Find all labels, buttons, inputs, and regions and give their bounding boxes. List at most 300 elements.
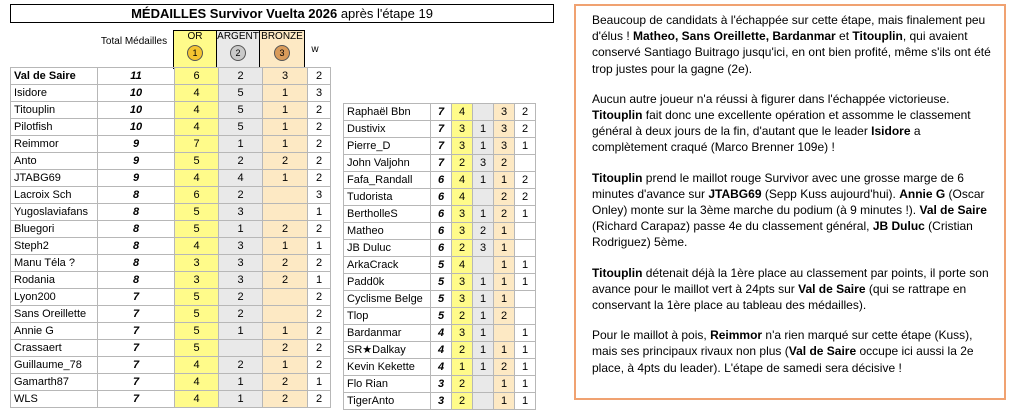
commentary-highlight: Titouplin (592, 170, 643, 185)
table-row (344, 308, 536, 325)
table-row (11, 85, 331, 102)
cell-w (515, 223, 536, 240)
cell-name: Titouplin (11, 102, 98, 119)
commentary-highlight: Reimmor (710, 328, 763, 343)
cell-argent: 1 (219, 136, 263, 153)
cell-w: 3 (308, 85, 331, 102)
table-row (344, 325, 536, 342)
cell-w: 2 (515, 172, 536, 189)
cell-total: 7 (431, 104, 452, 121)
commentary-text: fait donc une excellente opération et assomme le classement général à deux jours de la fin, d'autant que le leader (592, 108, 971, 139)
cell-total: 6 (431, 240, 452, 257)
cell-bronze: 1 (263, 323, 308, 340)
cell-argent (219, 340, 263, 357)
cell-total: 7 (431, 138, 452, 155)
cell-total: 8 (98, 204, 175, 221)
commentary-highlight: Titouplin (592, 108, 643, 123)
cell-or: 4 (452, 257, 473, 274)
cell-name: Anto (11, 153, 98, 170)
commentary-text: Pour le maillot à pois, (592, 328, 711, 343)
table-row (344, 274, 536, 291)
cell-argent: 1 (219, 374, 263, 391)
cell-total: 7 (98, 323, 175, 340)
table-row (11, 221, 331, 238)
cell-name: Fafa_Randall (344, 172, 431, 189)
cell-w: 1 (515, 257, 536, 274)
cell-name: Pierre_D (344, 138, 431, 155)
table-row (11, 68, 331, 85)
cell-name: Bardanmar (344, 325, 431, 342)
cell-or: 3 (175, 255, 219, 272)
cell-w: 1 (515, 342, 536, 359)
silver-medal-icon: 2 (230, 45, 246, 61)
table-row (11, 391, 331, 408)
cell-or: 5 (175, 204, 219, 221)
cell-bronze: 1 (263, 170, 308, 187)
cell-or: 4 (175, 357, 219, 374)
cell-or: 3 (452, 223, 473, 240)
table-row (344, 240, 536, 257)
cell-or: 7 (175, 136, 219, 153)
cell-total: 7 (431, 121, 452, 138)
cell-or: 4 (175, 170, 219, 187)
cell-name: BertholleS (344, 206, 431, 223)
header-or-label: OR (187, 31, 203, 42)
cell-total: 7 (98, 357, 175, 374)
cell-argent: 1 (473, 274, 494, 291)
cell-total: 8 (98, 221, 175, 238)
cell-argent: 5 (219, 102, 263, 119)
cell-name: Kevin Kekette (344, 359, 431, 376)
cell-total: 8 (98, 187, 175, 204)
cell-bronze: 2 (494, 308, 515, 325)
cell-argent: 1 (473, 291, 494, 308)
cell-total: 6 (431, 206, 452, 223)
commentary-highlight: Val de Saire (788, 344, 857, 359)
cell-argent (473, 393, 494, 410)
cell-w: 2 (308, 340, 331, 357)
header-or (173, 30, 217, 69)
gold-medal-icon: 1 (187, 45, 203, 61)
cell-bronze: 1 (263, 357, 308, 374)
table-row (344, 121, 536, 138)
cell-argent (473, 104, 494, 121)
table-row (11, 374, 331, 391)
commentary-text: (Oscar Onley) monte sur la 3ème marche du podium (à 9 minutes !). (592, 186, 985, 218)
cell-w: 2 (515, 104, 536, 121)
cell-name: Padd0k (344, 274, 431, 291)
commentary-paragraph (592, 265, 992, 314)
table-row (344, 393, 536, 410)
cell-total: 10 (98, 85, 175, 102)
table-row (11, 238, 331, 255)
cell-total: 10 (98, 102, 175, 119)
cell-or: 3 (452, 138, 473, 155)
cell-w: 2 (308, 102, 331, 119)
table-row (344, 291, 536, 308)
cell-bronze: 2 (263, 221, 308, 238)
cell-total: 3 (431, 376, 452, 393)
title-suffix: après l'étape 19 (337, 6, 433, 21)
cell-name: Tlop (344, 308, 431, 325)
cell-w: 2 (308, 68, 331, 85)
cell-total: 7 (98, 340, 175, 357)
cell-bronze: 3 (263, 68, 308, 85)
cell-w: 2 (308, 289, 331, 306)
table-row (11, 187, 331, 204)
cell-argent: 2 (219, 306, 263, 323)
cell-bronze: 1 (494, 376, 515, 393)
cell-name: SR★Dalkay (344, 342, 431, 359)
cell-bronze: 2 (263, 374, 308, 391)
cell-name: WLS (11, 391, 98, 408)
cell-name: Reimmor (11, 136, 98, 153)
cell-w: 1 (308, 204, 331, 221)
table-row (11, 272, 331, 289)
cell-or: 3 (452, 274, 473, 291)
cell-w: 1 (515, 376, 536, 393)
table-row (344, 342, 536, 359)
header-argent-label: ARGENT (217, 31, 259, 42)
cell-bronze: 2 (494, 206, 515, 223)
cell-or: 3 (175, 272, 219, 289)
table-row (344, 223, 536, 240)
commentary-paragraph (592, 12, 992, 77)
table-row (344, 104, 536, 121)
cell-total: 7 (98, 391, 175, 408)
cell-w: 2 (515, 121, 536, 138)
cell-name: Val de Saire (11, 68, 98, 85)
cell-or: 4 (175, 119, 219, 136)
cell-argent: 2 (219, 153, 263, 170)
cell-total: 4 (431, 325, 452, 342)
cell-name: Pilotfish (11, 119, 98, 136)
cell-bronze: 2 (263, 391, 308, 408)
commentary-paragraph (592, 91, 992, 156)
cell-argent (473, 376, 494, 393)
cell-bronze: 2 (263, 340, 308, 357)
commentary-highlight: Val de Saire (919, 203, 987, 218)
cell-or: 3 (452, 291, 473, 308)
cell-or: 4 (175, 238, 219, 255)
cell-total: 6 (431, 172, 452, 189)
cell-argent: 2 (219, 357, 263, 374)
cell-argent: 1 (219, 323, 263, 340)
cell-total: 5 (431, 291, 452, 308)
cell-name: John Valjohn (344, 155, 431, 172)
cell-w: 1 (515, 274, 536, 291)
commentary-highlight: Titouplin (852, 29, 903, 44)
cell-name: Dustivix (344, 121, 431, 138)
cell-argent: 3 (473, 240, 494, 257)
cell-argent: 1 (473, 138, 494, 155)
commentary-text: prend le maillot rouge Survivor avec une grosse marge de 6 minutes d'avance sur (592, 170, 964, 201)
cell-or: 5 (175, 306, 219, 323)
cell-or: 3 (452, 121, 473, 138)
cell-bronze: 1 (263, 238, 308, 255)
cell-or: 2 (452, 393, 473, 410)
commentary-text: (Sepp Kuss aujourd'hui). (761, 186, 900, 201)
cell-total: 3 (431, 393, 452, 410)
cell-bronze: 1 (494, 342, 515, 359)
cell-w: 2 (308, 221, 331, 238)
cell-w (515, 308, 536, 325)
cell-bronze: 2 (263, 272, 308, 289)
cell-or: 4 (175, 374, 219, 391)
cell-name: Lacroix Sch (11, 187, 98, 204)
cell-or: 2 (452, 308, 473, 325)
cell-argent: 3 (219, 204, 263, 221)
cell-total: 10 (98, 119, 175, 136)
cell-argent: 1 (219, 391, 263, 408)
cell-total: 4 (431, 359, 452, 376)
cell-name: Crassaert (11, 340, 98, 357)
table-row (11, 170, 331, 187)
commentary-text: détenait déjà la 1ère place au classement par points, il porte son avance pour le maillot vert à 24pts sur (592, 265, 989, 296)
cell-bronze: 1 (494, 393, 515, 410)
table-row (344, 257, 536, 274)
cell-w (515, 291, 536, 308)
cell-argent: 3 (219, 238, 263, 255)
cell-argent: 3 (219, 272, 263, 289)
cell-argent: 1 (473, 325, 494, 342)
cell-bronze (263, 204, 308, 221)
cell-or: 3 (452, 206, 473, 223)
cell-bronze: 1 (494, 257, 515, 274)
cell-name: JB Duluc (344, 240, 431, 257)
cell-or: 2 (452, 342, 473, 359)
cell-bronze: 2 (494, 359, 515, 376)
cell-w: 1 (515, 359, 536, 376)
cell-w: 1 (308, 374, 331, 391)
cell-total: 11 (98, 68, 175, 85)
cell-name: Lyon200 (11, 289, 98, 306)
header-w: w (311, 44, 319, 55)
table-row (11, 119, 331, 136)
cell-total: 6 (431, 189, 452, 206)
cell-name: Manu Téla ? (11, 255, 98, 272)
cell-total: 7 (98, 289, 175, 306)
table-row (344, 138, 536, 155)
cell-total: 9 (98, 136, 175, 153)
cell-w: 1 (515, 138, 536, 155)
cell-w: 1 (308, 238, 331, 255)
cell-total: 9 (98, 170, 175, 187)
cell-total: 8 (98, 272, 175, 289)
commentary-text: n'a rien marqué sur cette étape (Kuss), mais ses principaux rivaux non plus ( (592, 328, 973, 359)
cell-bronze: 1 (494, 172, 515, 189)
commentary-paragraph (592, 170, 992, 251)
cell-or: 5 (175, 289, 219, 306)
commentary-text: Aucun autre joueur n'a réussi à figurer dans l'échappée victorieuse. (592, 91, 950, 106)
table-row (11, 255, 331, 272)
cell-total: 9 (98, 153, 175, 170)
cell-w: 1 (308, 272, 331, 289)
cell-or: 4 (175, 391, 219, 408)
cell-argent: 1 (473, 342, 494, 359)
commentary-highlight: Matheo, Sans Oreillette, Bardanmar (632, 29, 836, 44)
commentary-text: Beaucoup de candidats à l'échappée sur cette étape, mais finalement peu d'élus ! (592, 13, 986, 44)
cell-w: 3 (308, 187, 331, 204)
cell-argent: 4 (219, 170, 263, 187)
cell-total: 7 (431, 155, 452, 172)
cell-or: 3 (452, 325, 473, 342)
commentary-text: , qui avaient conservé Santiago Buitrago jusqu'ici, en ont bien profité, même s'ils ont été trop justes pour la gagne (2e). (592, 29, 991, 76)
cell-total: 5 (431, 257, 452, 274)
cell-or: 5 (175, 323, 219, 340)
cell-bronze (263, 289, 308, 306)
commentary-highlight: JTABG69 (708, 186, 762, 201)
cell-total: 8 (98, 238, 175, 255)
cell-name: Bluegori (11, 221, 98, 238)
table-row (11, 289, 331, 306)
cell-bronze: 3 (494, 121, 515, 138)
table-row (344, 189, 536, 206)
header-argent (216, 30, 260, 69)
cell-w: 2 (308, 255, 331, 272)
cell-or: 2 (452, 240, 473, 257)
table-row (344, 155, 536, 172)
cell-total: 8 (98, 255, 175, 272)
commentary-highlight: Titouplin (592, 265, 643, 280)
cell-bronze: 2 (494, 189, 515, 206)
cell-w: 2 (308, 357, 331, 374)
cell-argent: 3 (473, 155, 494, 172)
cell-bronze (494, 325, 515, 342)
cell-or: 5 (175, 221, 219, 238)
cell-argent (473, 189, 494, 206)
cell-or: 5 (175, 153, 219, 170)
cell-or: 2 (452, 376, 473, 393)
table-row (11, 153, 331, 170)
cell-w: 2 (308, 153, 331, 170)
cell-argent: 2 (219, 68, 263, 85)
medal-table-right (343, 103, 536, 410)
cell-w: 2 (308, 306, 331, 323)
cell-bronze: 1 (494, 240, 515, 257)
commentary-text: (Cristian Rodriguez) 5ème. (592, 219, 973, 250)
cell-bronze: 1 (263, 119, 308, 136)
cell-w (515, 155, 536, 172)
cell-w: 1 (515, 393, 536, 410)
cell-name: Isidore (11, 85, 98, 102)
cell-argent: 2 (219, 289, 263, 306)
cell-total: 5 (431, 308, 452, 325)
cell-argent: 1 (219, 221, 263, 238)
cell-bronze: 1 (263, 136, 308, 153)
cell-bronze: 3 (494, 104, 515, 121)
cell-argent: 1 (473, 206, 494, 223)
commentary-text: a complètement craqué (Marco Brenner 109e) ! (592, 124, 921, 155)
table-row (344, 376, 536, 393)
table-row (11, 136, 331, 153)
table-row (11, 102, 331, 119)
table-row (344, 206, 536, 223)
cell-name: Steph2 (11, 238, 98, 255)
cell-argent: 2 (473, 223, 494, 240)
cell-name: Sans Oreillette (11, 306, 98, 323)
cell-argent: 2 (219, 187, 263, 204)
cell-name: Raphaël Bbn (344, 104, 431, 121)
cell-bronze: 1 (263, 102, 308, 119)
cell-name: Cyclisme Belge (344, 291, 431, 308)
table-row (11, 323, 331, 340)
table-row (11, 340, 331, 357)
header-bronze (259, 30, 305, 69)
cell-bronze: 1 (494, 223, 515, 240)
commentary-highlight: JB Duluc (872, 219, 925, 234)
cell-name: JTABG69 (11, 170, 98, 187)
cell-argent: 5 (219, 119, 263, 136)
cell-w: 2 (515, 189, 536, 206)
cell-or: 4 (175, 85, 219, 102)
cell-name: Rodania (11, 272, 98, 289)
cell-name: Flo Rian (344, 376, 431, 393)
table-row (11, 357, 331, 374)
cell-or: 4 (452, 172, 473, 189)
cell-w: 1 (515, 325, 536, 342)
commentary-paragraph (592, 327, 992, 376)
cell-total: 5 (431, 274, 452, 291)
commentary-text: (Richard Carapaz) passe 4e du classement général, (592, 219, 873, 234)
cell-bronze: 1 (494, 274, 515, 291)
cell-name: Gamarth87 (11, 374, 98, 391)
cell-name: Guillaume_78 (11, 357, 98, 374)
cell-name: ArkaCrack (344, 257, 431, 274)
cell-or: 4 (175, 102, 219, 119)
cell-or: 4 (452, 189, 473, 206)
table-row (344, 359, 536, 376)
bronze-medal-icon: 3 (274, 45, 290, 61)
cell-bronze: 2 (494, 155, 515, 172)
cell-w: 2 (308, 119, 331, 136)
cell-bronze (263, 187, 308, 204)
commentary-highlight: Annie G (899, 186, 946, 201)
cell-bronze (263, 306, 308, 323)
table-row (11, 204, 331, 221)
cell-w (515, 240, 536, 257)
cell-or: 6 (175, 187, 219, 204)
title-main: MÉDAILLES Survivor Vuelta 2026 (131, 6, 338, 21)
cell-w: 2 (308, 136, 331, 153)
header-total: Total Médailles (100, 36, 168, 47)
cell-or: 2 (452, 155, 473, 172)
cell-w: 2 (308, 391, 331, 408)
table-title (10, 4, 554, 23)
cell-w: 2 (308, 323, 331, 340)
cell-bronze: 2 (263, 255, 308, 272)
commentary-text: et (835, 29, 853, 44)
cell-argent: 1 (473, 121, 494, 138)
cell-bronze: 1 (494, 291, 515, 308)
cell-bronze: 1 (263, 85, 308, 102)
cell-or: 6 (175, 68, 219, 85)
cell-argent (473, 257, 494, 274)
header-bronze-label: BRONZE (261, 31, 303, 42)
cell-argent: 1 (473, 359, 494, 376)
cell-bronze: 2 (263, 153, 308, 170)
cell-or: 1 (452, 359, 473, 376)
commentary-highlight: Val de Saire (798, 281, 866, 296)
cell-or: 4 (452, 104, 473, 121)
cell-argent: 3 (219, 255, 263, 272)
cell-w: 1 (515, 206, 536, 223)
cell-argent: 1 (473, 308, 494, 325)
table-row (344, 172, 536, 189)
cell-name: Matheo (344, 223, 431, 240)
cell-total: 6 (431, 223, 452, 240)
cell-name: Tudorista (344, 189, 431, 206)
